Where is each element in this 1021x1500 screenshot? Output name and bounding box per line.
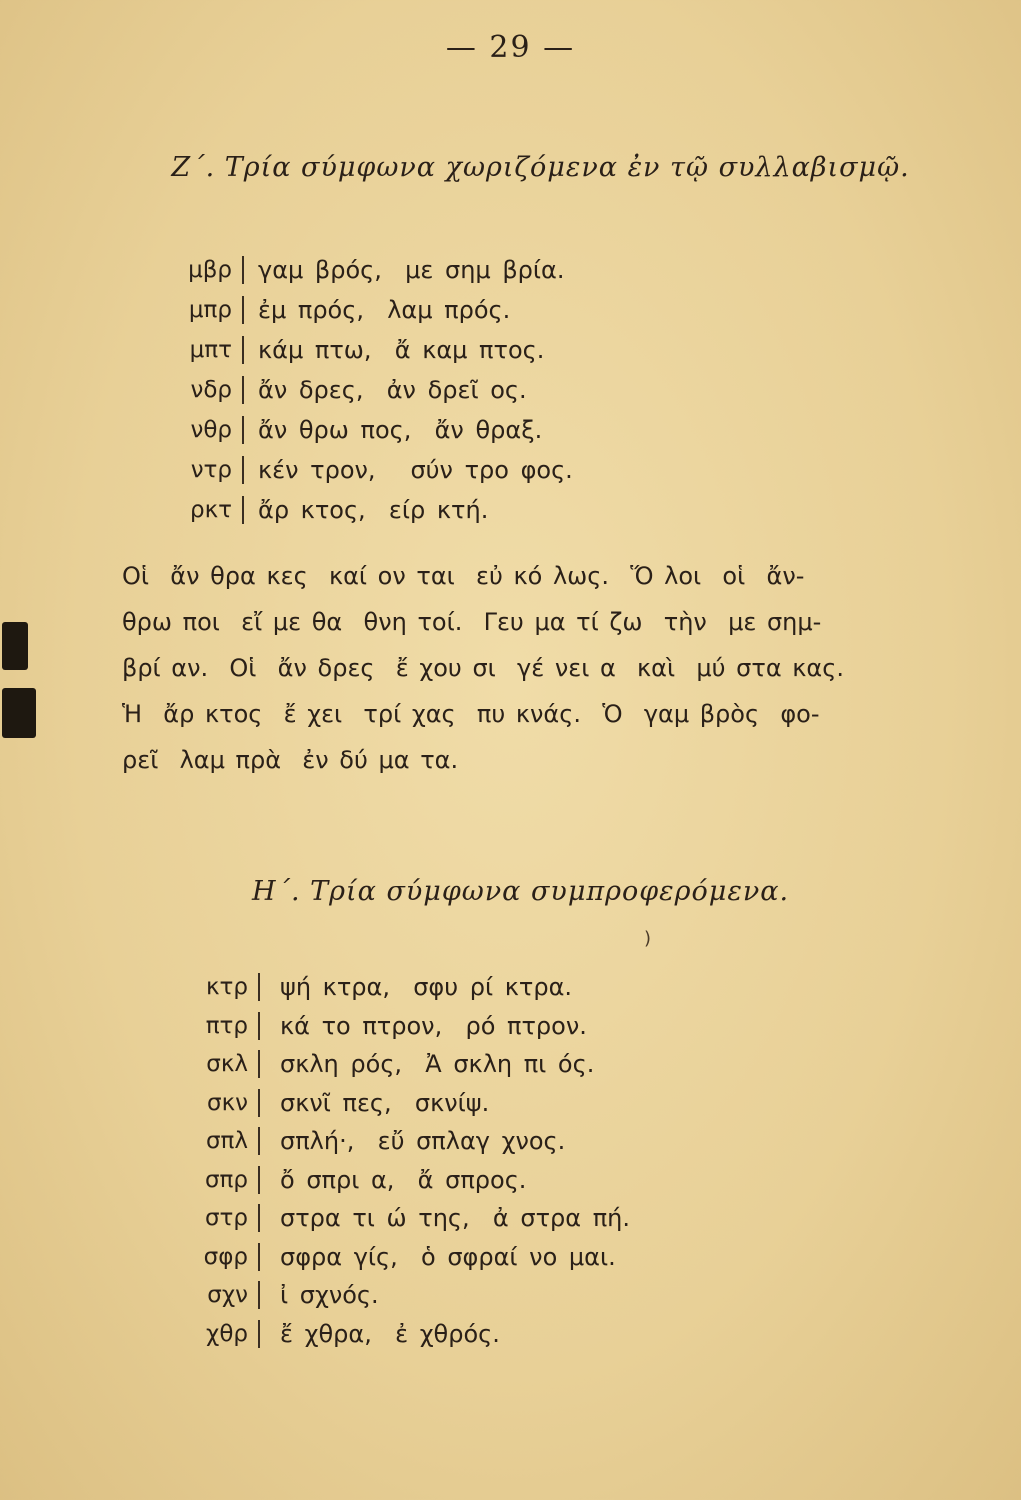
example-words: κά το πτρον, ρό πτρον.: [258, 1012, 587, 1040]
example-words: ὄ σπρι α, ἄ σπρος.: [258, 1166, 526, 1194]
section-h-title: Η΄. Τρία σύμφωνα συμπροφερόμενα.: [251, 876, 790, 907]
paragraph-line: Ἡ ἄρ κτος ἔ χει τρί χας πυ κνάς. Ὁ γαμ βρὸς φο-: [122, 700, 820, 728]
consonant-cluster: ρκτ: [189, 497, 232, 523]
consonant-cluster: χθρ: [206, 1320, 248, 1347]
paragraph-line: Οἱ ἄν θρα κες καί ον ται εὐ κό λως. Ὅ λοι οἱ ἄν-: [122, 562, 805, 590]
consonant-cluster: νδρ: [190, 377, 232, 403]
binding-damage-mark: [2, 622, 28, 670]
consonant-cluster: πτρ: [205, 1012, 248, 1039]
example-words: σφρα γίς, ὁ σφραί νο μαι.: [258, 1243, 616, 1271]
section-z-title: Ζ΄. Τρία σύμφωνα χωριζόμενα ἐν τῷ συλλαβισμῷ.: [171, 152, 910, 183]
consonant-cluster: σχν: [207, 1282, 248, 1309]
binding-damage-mark: [2, 688, 36, 738]
section-h-table: [190, 968, 630, 1353]
example-words: ἄν θρω πος, ἄν θραξ.: [242, 416, 542, 444]
consonant-cluster: στρ: [204, 1205, 248, 1232]
table-row: [190, 1315, 630, 1354]
table-row: [190, 1007, 630, 1046]
table-row: [170, 330, 573, 370]
example-words: ἄν δρες, ἀν δρεῖ ος.: [242, 376, 527, 404]
table-row: [190, 1161, 630, 1200]
table-row: [190, 968, 630, 1007]
consonant-cluster: σπλ: [205, 1128, 248, 1155]
table-row: [170, 290, 573, 330]
consonant-cluster: νθρ: [190, 417, 232, 443]
consonant-cluster: σπρ: [204, 1166, 248, 1193]
table-row: [190, 1238, 630, 1277]
stray-ink-mark: ): [644, 928, 652, 949]
example-words: σκλη ρός, Ἀ σκλη πι ός.: [258, 1050, 594, 1078]
consonant-cluster: μβρ: [188, 257, 232, 283]
example-words: ἔ χθρα, ἐ χθρός.: [258, 1320, 500, 1348]
table-row: [190, 1045, 630, 1084]
consonant-cluster: κτρ: [205, 974, 248, 1001]
table-row: [190, 1084, 630, 1123]
reading-paragraph: [122, 562, 922, 792]
table-row: [170, 450, 573, 490]
example-words: κάμ πτω, ἄ καμ πτος.: [242, 336, 544, 364]
paragraph-line: βρί αν. Οἱ ἄν δρες ἔ χου σι γέ νει α καὶ μύ στα κας.: [122, 654, 844, 682]
table-row: [190, 1122, 630, 1161]
example-words: ἰ σχνός.: [258, 1281, 379, 1309]
paragraph-line: θρω ποι εἴ με θα θνη τοί. Γευ μα τί ζω τὴν με σημ-: [122, 608, 822, 636]
example-words: ἐμ πρός, λαμ πρός.: [242, 296, 510, 324]
consonant-cluster: μπτ: [189, 337, 232, 363]
table-row: [190, 1199, 630, 1238]
consonant-cluster: ντρ: [190, 457, 232, 483]
table-row: [170, 370, 573, 410]
example-words: σκνῖ πες, σκνίψ.: [258, 1089, 489, 1117]
table-row: [190, 1276, 630, 1315]
example-words: στρα τι ώ της, ἀ στρα πή.: [258, 1204, 630, 1232]
consonant-cluster: σκν: [207, 1089, 248, 1116]
paragraph-line: ρεῖ λαμ πρὰ ἐν δύ μα τα.: [122, 746, 459, 774]
example-words: ἄρ κτος, είρ κτή.: [242, 496, 488, 524]
example-words: σπλή·, εὔ σπλαγ χνος.: [258, 1127, 565, 1155]
table-row: [170, 250, 573, 290]
example-words: γαμ βρός, με σημ βρία.: [242, 256, 564, 284]
consonant-cluster: μπρ: [188, 297, 232, 323]
consonant-cluster: σφρ: [203, 1243, 248, 1270]
example-words: κέν τρον, σύν τρο φος.: [242, 456, 573, 484]
page-number: — 29 —: [445, 30, 576, 65]
consonant-cluster: σκλ: [206, 1051, 248, 1078]
section-z-table: [170, 250, 573, 530]
table-row: [170, 490, 573, 530]
table-row: [170, 410, 573, 450]
example-words: ψή κτρα, σφυ ρί κτρα.: [258, 973, 572, 1001]
